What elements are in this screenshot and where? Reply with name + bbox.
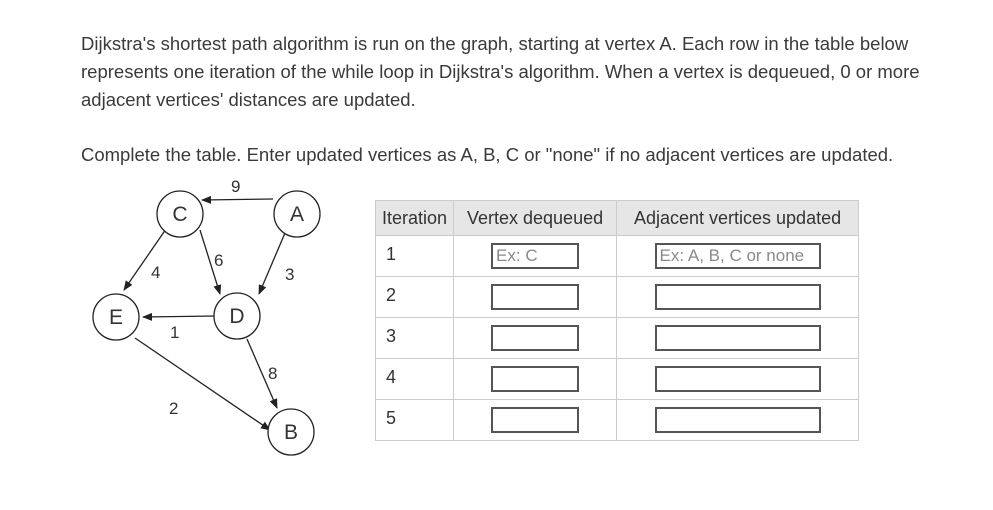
edge-a-d: [259, 233, 285, 294]
edge-weight-a-d: 3: [285, 265, 295, 284]
dequeued-input-5[interactable]: [491, 407, 579, 433]
table-row: [376, 359, 859, 400]
table-row: [376, 318, 859, 359]
edge-weight-c-d: 6: [214, 251, 224, 270]
updated-input-1[interactable]: [655, 243, 821, 269]
table-header-row: [376, 201, 859, 236]
adjacent-cell: [617, 277, 859, 318]
header-vertex-dequeued: Vertex dequeued: [454, 201, 617, 236]
edge-weight-a-c: 9: [231, 177, 241, 196]
node-b: [268, 409, 314, 455]
node-e: [93, 294, 139, 340]
adjacent-cell: [617, 400, 859, 441]
node-a: [274, 191, 320, 237]
iteration-number: 3: [376, 318, 454, 359]
header-adjacent-updated: Adjacent vertices updated: [617, 201, 859, 236]
dequeued-input-2[interactable]: [491, 284, 579, 310]
iteration-table: [375, 200, 859, 441]
question-intro: Dijkstra's shortest path algorithm is run on the graph, starting at vertex A. Each row in the table below represents one iteration of the while loop in Dijkstra's algorithm. When a vertex is dequeued, 0 or more adjacent vertices' distances are updated.: [81, 33, 920, 110]
table-row: [376, 277, 859, 318]
updated-input-4[interactable]: [655, 366, 821, 392]
node-b-label: B: [283, 421, 299, 444]
dequeued-input-4[interactable]: [491, 366, 579, 392]
node-c: [157, 191, 203, 237]
dequeued-cell: [454, 236, 617, 277]
dequeued-input-1[interactable]: [491, 243, 579, 269]
table-row: [376, 236, 859, 277]
dequeued-cell: [454, 318, 617, 359]
edge-weight-d-b: 8: [268, 364, 278, 383]
edge-a-c: [202, 199, 273, 200]
header-iteration: Iteration: [376, 201, 454, 236]
updated-input-5[interactable]: [655, 407, 821, 433]
adjacent-cell: [617, 236, 859, 277]
dequeued-cell: [454, 277, 617, 318]
node-d-label: D: [229, 305, 245, 328]
dequeued-cell: [454, 359, 617, 400]
iteration-number: 5: [376, 400, 454, 441]
updated-input-3[interactable]: [655, 325, 821, 351]
adjacent-cell: [617, 318, 859, 359]
edge-d-e: [143, 316, 216, 317]
edge-weight-e-b: 2: [169, 399, 179, 418]
node-d: [214, 293, 260, 339]
question-instructions: Complete the table. Enter updated vertices as A, B, C or "none" if no adjacent vertices are updated.: [81, 144, 894, 165]
iteration-number: 1: [376, 236, 454, 277]
graph-diagram: [80, 170, 340, 470]
table-row: [376, 400, 859, 441]
updated-input-2[interactable]: [655, 284, 821, 310]
node-c-label: C: [172, 203, 188, 226]
adjacent-cell: [617, 359, 859, 400]
iteration-number: 2: [376, 277, 454, 318]
node-a-label: A: [289, 203, 305, 226]
edge-weight-d-e: 1: [170, 323, 180, 342]
edge-weight-c-e: 4: [151, 263, 161, 282]
edge-e-b: [135, 338, 270, 430]
node-e-label: E: [108, 306, 124, 329]
dequeued-input-3[interactable]: [491, 325, 579, 351]
iteration-number: 4: [376, 359, 454, 400]
dequeued-cell: [454, 400, 617, 441]
